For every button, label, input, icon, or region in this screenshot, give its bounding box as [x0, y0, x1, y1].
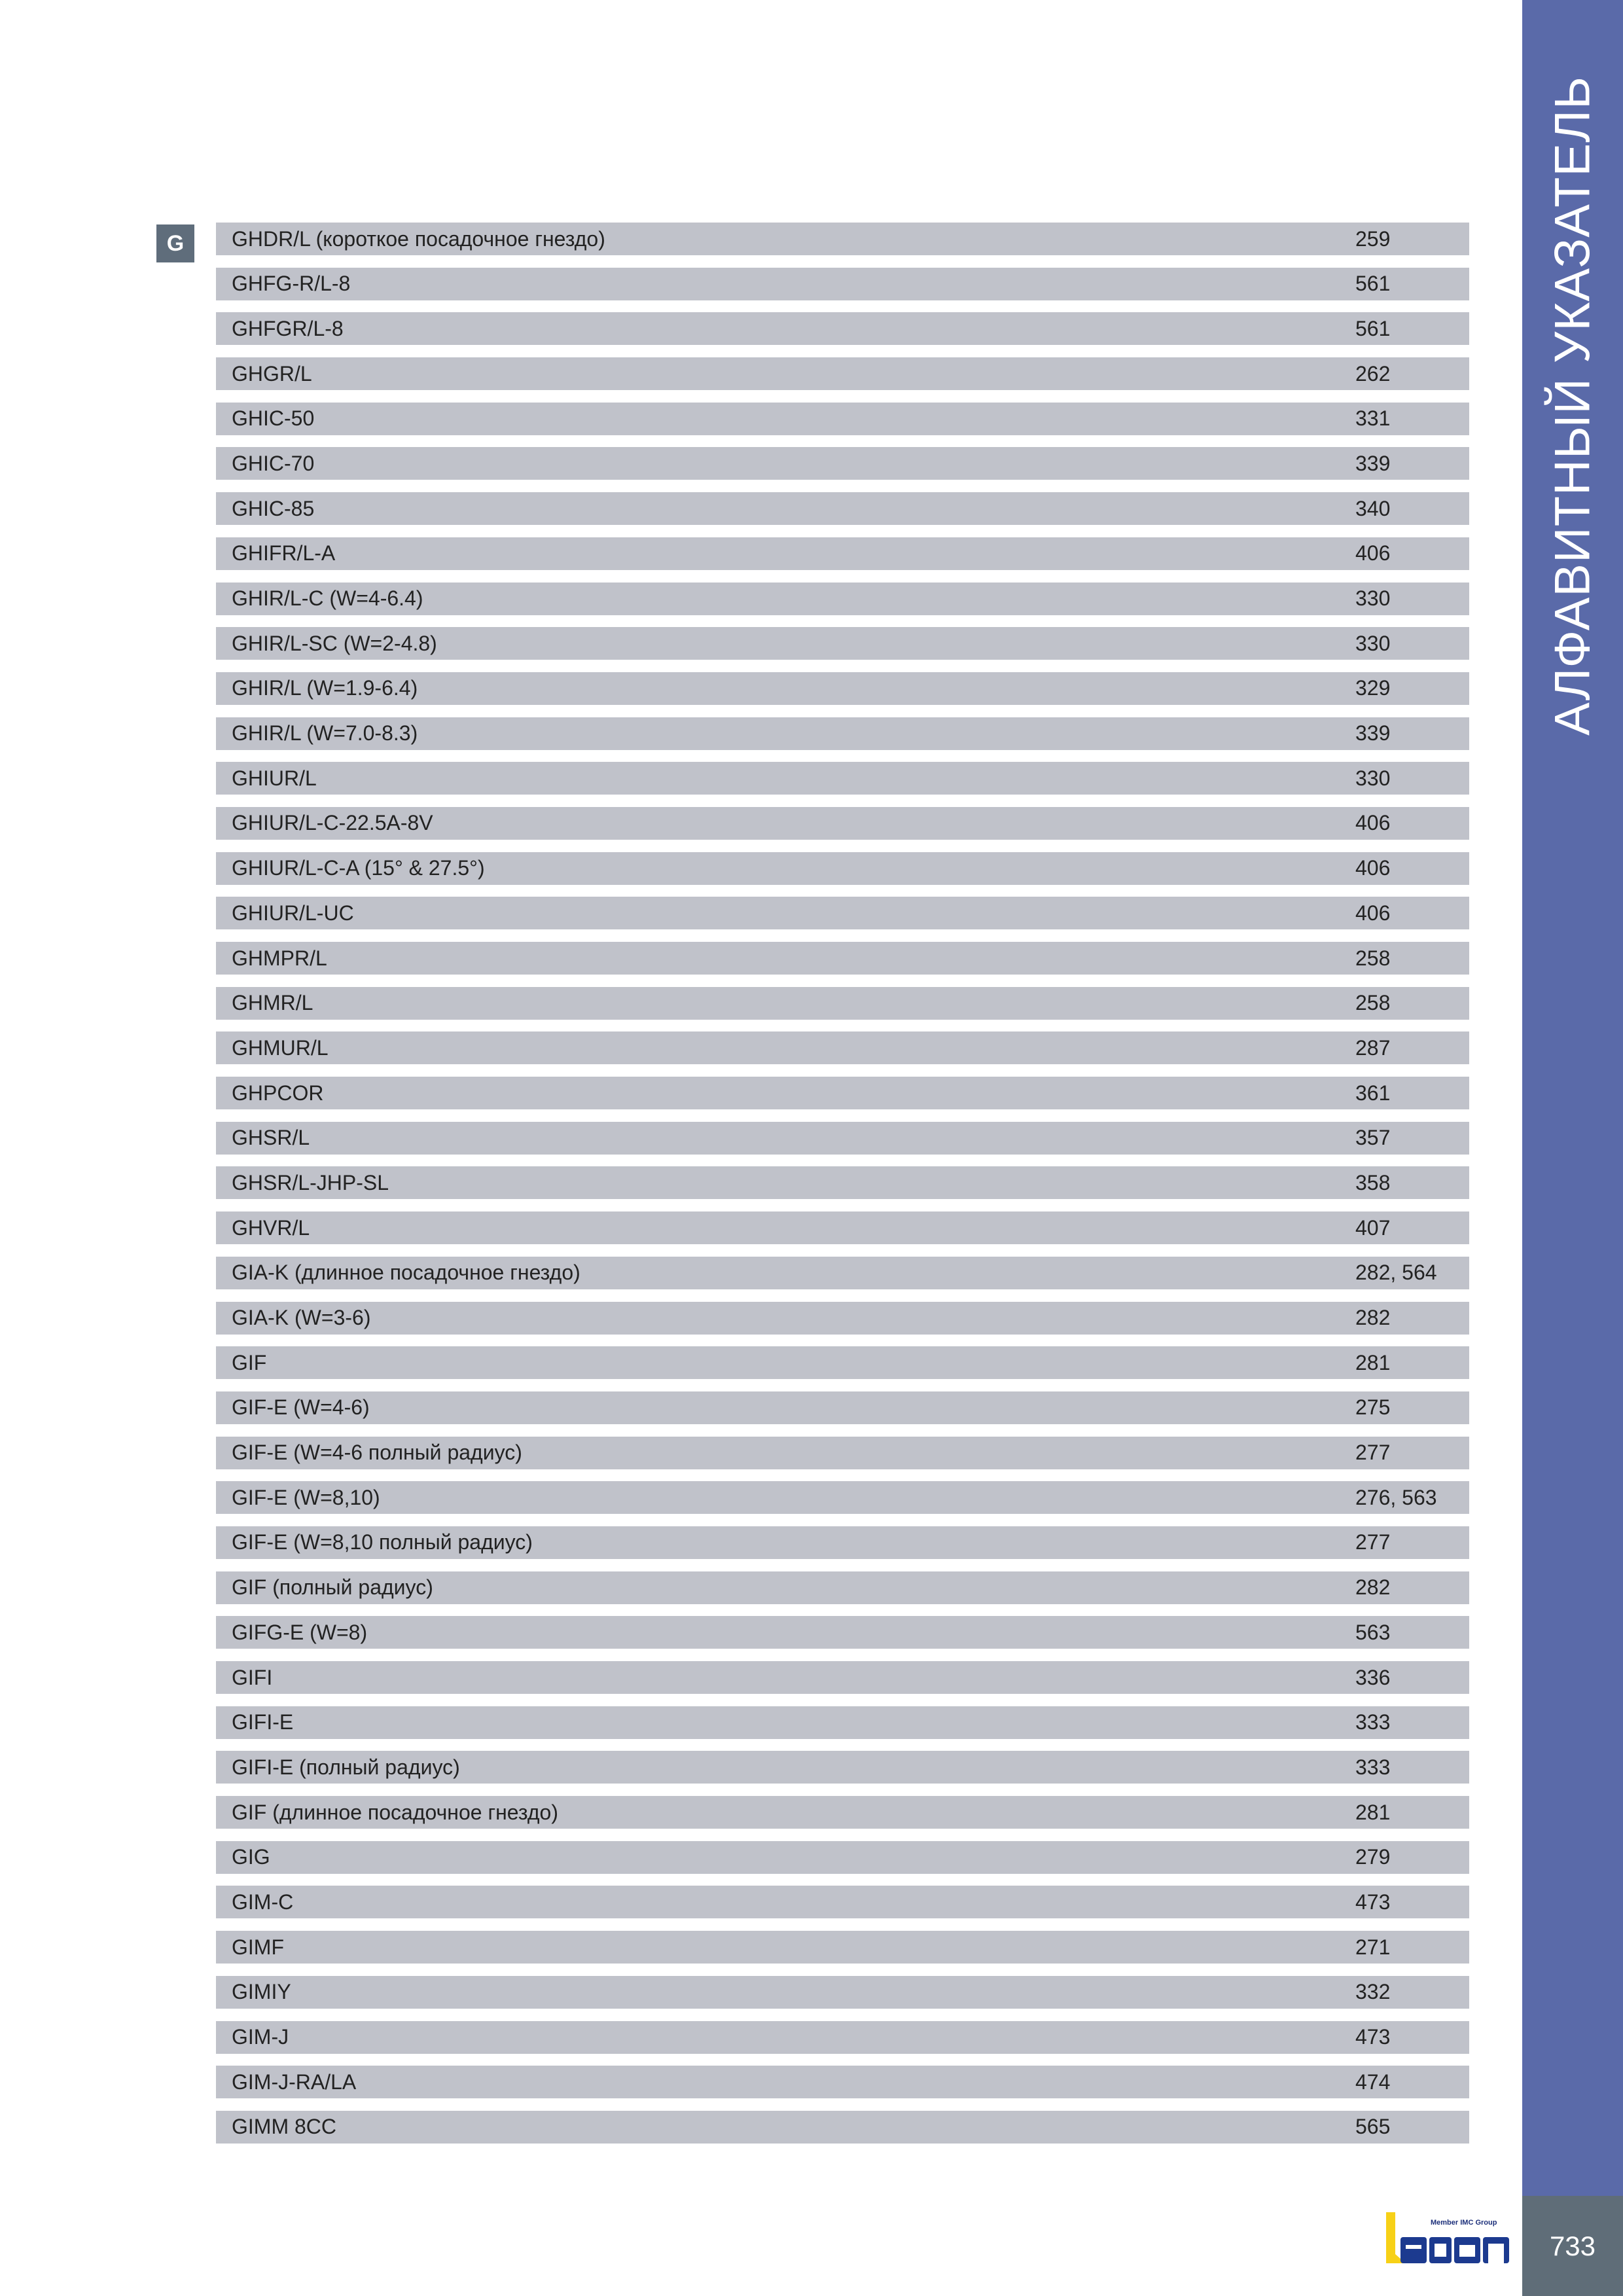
- index-row[interactable]: [216, 1616, 1469, 1649]
- entry-page-numbers[interactable]: 406: [1355, 811, 1391, 835]
- entry-page-numbers[interactable]: 281: [1355, 1350, 1391, 1374]
- index-row[interactable]: [216, 2111, 1469, 2144]
- entry-page-numbers[interactable]: 276, 563: [1355, 1485, 1437, 1509]
- section-sidebar: [1522, 0, 1623, 2196]
- entry-name: GIF: [232, 1350, 267, 1374]
- entry-page-numbers[interactable]: 336: [1355, 1665, 1391, 1689]
- entry-name: GHFGR/L-8: [232, 316, 344, 340]
- entry-page-numbers[interactable]: 357: [1355, 1126, 1391, 1150]
- entry-name: GHIUR/L: [232, 766, 317, 790]
- entry-name: GIM-C: [232, 1890, 294, 1914]
- entry-name: GHIR/L-C (W=4-6.4): [232, 586, 423, 610]
- entry-name: GIM-J-RA/LA: [232, 2070, 357, 2094]
- index-row[interactable]: [216, 1526, 1469, 1559]
- entry-page-numbers[interactable]: 561: [1355, 272, 1391, 296]
- index-row[interactable]: [216, 1346, 1469, 1379]
- entry-page-numbers[interactable]: 339: [1355, 721, 1391, 745]
- entry-name: GIFG-E (W=8): [232, 1620, 368, 1644]
- entry-page-numbers[interactable]: 406: [1355, 541, 1391, 565]
- entry-page-numbers[interactable]: 279: [1355, 1845, 1391, 1869]
- index-row[interactable]: [216, 1841, 1469, 1874]
- entry-name: GIF-E (W=8,10 полный радиус): [232, 1530, 533, 1554]
- index-row[interactable]: [216, 1706, 1469, 1739]
- entry-name: GHVR/L: [232, 1215, 310, 1240]
- index-row[interactable]: [216, 942, 1469, 975]
- entry-page-numbers[interactable]: 282, 564: [1355, 1261, 1437, 1285]
- section-letter-tab[interactable]: G: [156, 224, 194, 262]
- index-row[interactable]: [216, 627, 1469, 660]
- entry-name: GIMIY: [232, 1980, 291, 2004]
- entry-page-numbers[interactable]: 406: [1355, 901, 1391, 925]
- entry-page-numbers[interactable]: 407: [1355, 1215, 1391, 1240]
- entry-page-numbers[interactable]: 331: [1355, 406, 1391, 431]
- index-row[interactable]: [216, 492, 1469, 525]
- index-row[interactable]: [216, 1166, 1469, 1199]
- entry-page-numbers[interactable]: 258: [1355, 991, 1391, 1015]
- index-row[interactable]: [216, 717, 1469, 750]
- index-row[interactable]: [216, 852, 1469, 885]
- entry-name: GIMM 8CC: [232, 2115, 336, 2139]
- entry-name: GIF-E (W=4-6): [232, 1395, 370, 1420]
- entry-name: GIF-E (W=4-6 полный радиус): [232, 1441, 522, 1465]
- index-row[interactable]: [216, 312, 1469, 345]
- index-row[interactable]: [216, 1751, 1469, 1784]
- index-row[interactable]: [216, 762, 1469, 795]
- index-row[interactable]: [216, 1886, 1469, 1918]
- entry-page-numbers[interactable]: 277: [1355, 1530, 1391, 1554]
- entry-name: GIM-J: [232, 2025, 289, 2049]
- index-row[interactable]: [216, 1122, 1469, 1155]
- entry-name: GIA-K (W=3-6): [232, 1306, 371, 1329]
- index-row[interactable]: [216, 1796, 1469, 1829]
- entry-page-numbers[interactable]: 330: [1355, 766, 1391, 790]
- entry-page-numbers[interactable]: 358: [1355, 1170, 1391, 1194]
- page-number: 733: [1522, 2196, 1623, 2296]
- entry-page-numbers[interactable]: 258: [1355, 946, 1391, 970]
- entry-page-numbers[interactable]: 271: [1355, 1935, 1391, 1959]
- entry-name: GIMF: [232, 1935, 284, 1959]
- index-list: [216, 223, 1469, 2156]
- entry-name: GIFI-E (полный радиус): [232, 1755, 460, 1779]
- entry-page-numbers[interactable]: 473: [1355, 2025, 1391, 2049]
- entry-name: GHIUR/L-C-22.5A-8V: [232, 811, 433, 835]
- entry-page-numbers[interactable]: 287: [1355, 1035, 1391, 1060]
- index-row[interactable]: [216, 583, 1469, 615]
- entry-page-numbers[interactable]: 473: [1355, 1890, 1391, 1914]
- entry-name: GIF (полный радиус): [232, 1575, 433, 1600]
- entry-page-numbers[interactable]: 277: [1355, 1441, 1391, 1465]
- entry-page-numbers[interactable]: 333: [1355, 1710, 1391, 1734]
- index-row[interactable]: [216, 2066, 1469, 2098]
- entry-page-numbers[interactable]: 259: [1355, 226, 1391, 251]
- entry-page-numbers[interactable]: 333: [1355, 1755, 1391, 1779]
- entry-name: GIG: [232, 1845, 270, 1869]
- index-row[interactable]: [216, 1211, 1469, 1244]
- index-row[interactable]: [216, 1302, 1469, 1335]
- index-row[interactable]: [216, 1077, 1469, 1109]
- entry-name: GIFI: [232, 1665, 273, 1689]
- entry-page-numbers[interactable]: 340: [1355, 496, 1391, 520]
- entry-name: GIFI-E: [232, 1710, 294, 1734]
- entry-name: GHGR/L: [232, 361, 312, 386]
- entry-name: GIF (длинное посадочное гнездо): [232, 1800, 558, 1824]
- entry-name: GHIUR/L-C-A (15° & 27.5°): [232, 856, 485, 880]
- entry-name: GIF-E (W=8,10): [232, 1485, 380, 1509]
- entry-name: GHIFR/L-A: [232, 541, 336, 565]
- index-row[interactable]: [216, 403, 1469, 435]
- index-row[interactable]: [216, 2021, 1469, 2054]
- index-row[interactable]: [216, 1031, 1469, 1064]
- entry-page-numbers[interactable]: 330: [1355, 586, 1391, 610]
- index-row[interactable]: [216, 537, 1469, 570]
- index-row[interactable]: [216, 447, 1469, 480]
- entry-name: GHIC-70: [232, 451, 315, 475]
- index-row[interactable]: [216, 1571, 1469, 1604]
- entry-page-numbers[interactable]: 563: [1355, 1620, 1391, 1644]
- index-row[interactable]: [216, 1931, 1469, 1964]
- index-row[interactable]: [216, 1481, 1469, 1514]
- index-row[interactable]: [216, 223, 1469, 255]
- entry-page-numbers[interactable]: 406: [1355, 856, 1391, 880]
- entry-name: GHIC-85: [232, 496, 315, 520]
- logo-tagline: Member IMC Group: [1431, 2219, 1497, 2227]
- entry-name: GHDR/L (короткое посадочное гнездо): [232, 226, 605, 251]
- index-row[interactable]: [216, 1437, 1469, 1469]
- entry-name: GHPCOR: [232, 1081, 324, 1105]
- index-row[interactable]: [216, 1976, 1469, 2009]
- entry-name: GHMR/L: [232, 991, 313, 1015]
- index-row[interactable]: [216, 987, 1469, 1020]
- entry-page-numbers[interactable]: 275: [1355, 1395, 1391, 1420]
- entry-page-numbers[interactable]: 332: [1355, 1980, 1391, 2004]
- index-row[interactable]: [216, 1391, 1469, 1424]
- entry-name: GHIUR/L-UC: [232, 901, 354, 925]
- entry-name: GHIR/L-SC (W=2-4.8): [232, 631, 437, 655]
- index-row[interactable]: [216, 897, 1469, 929]
- entry-name: GHSR/L-JHP-SL: [232, 1170, 389, 1194]
- entry-page-numbers[interactable]: 339: [1355, 451, 1391, 475]
- index-row[interactable]: [216, 268, 1469, 300]
- entry-page-numbers[interactable]: 329: [1355, 676, 1391, 700]
- index-row[interactable]: [216, 807, 1469, 840]
- entry-name: GIA-K (длинное посадочное гнездо): [232, 1261, 580, 1285]
- entry-page-numbers[interactable]: 361: [1355, 1081, 1391, 1105]
- entry-name: GHMPR/L: [232, 946, 327, 970]
- entry-name: GHMUR/L: [232, 1035, 329, 1060]
- entry-name: GHIR/L (W=1.9-6.4): [232, 676, 418, 700]
- entry-name: GHIC-50: [232, 406, 315, 431]
- entry-page-numbers[interactable]: 282: [1355, 1575, 1391, 1600]
- index-row[interactable]: [216, 1257, 1469, 1289]
- entry-page-numbers[interactable]: 282: [1355, 1306, 1391, 1329]
- entry-page-numbers[interactable]: 330: [1355, 631, 1391, 655]
- sidebar-title: АЛФАВИТНЫЙ УКАЗАТЕЛЬ: [1544, 76, 1601, 736]
- entry-page-numbers[interactable]: 474: [1355, 2070, 1391, 2094]
- entry-page-numbers[interactable]: 561: [1355, 316, 1391, 340]
- entry-name: GHIR/L (W=7.0-8.3): [232, 721, 418, 745]
- entry-name: GHSR/L: [232, 1126, 310, 1150]
- index-row[interactable]: [216, 357, 1469, 390]
- entry-name: GHFG-R/L-8: [232, 272, 351, 296]
- index-row[interactable]: [216, 1661, 1469, 1694]
- entry-page-numbers[interactable]: 281: [1355, 1800, 1391, 1824]
- entry-page-numbers[interactable]: 262: [1355, 361, 1391, 386]
- index-row[interactable]: [216, 672, 1469, 705]
- entry-page-numbers[interactable]: 565: [1355, 2115, 1391, 2139]
